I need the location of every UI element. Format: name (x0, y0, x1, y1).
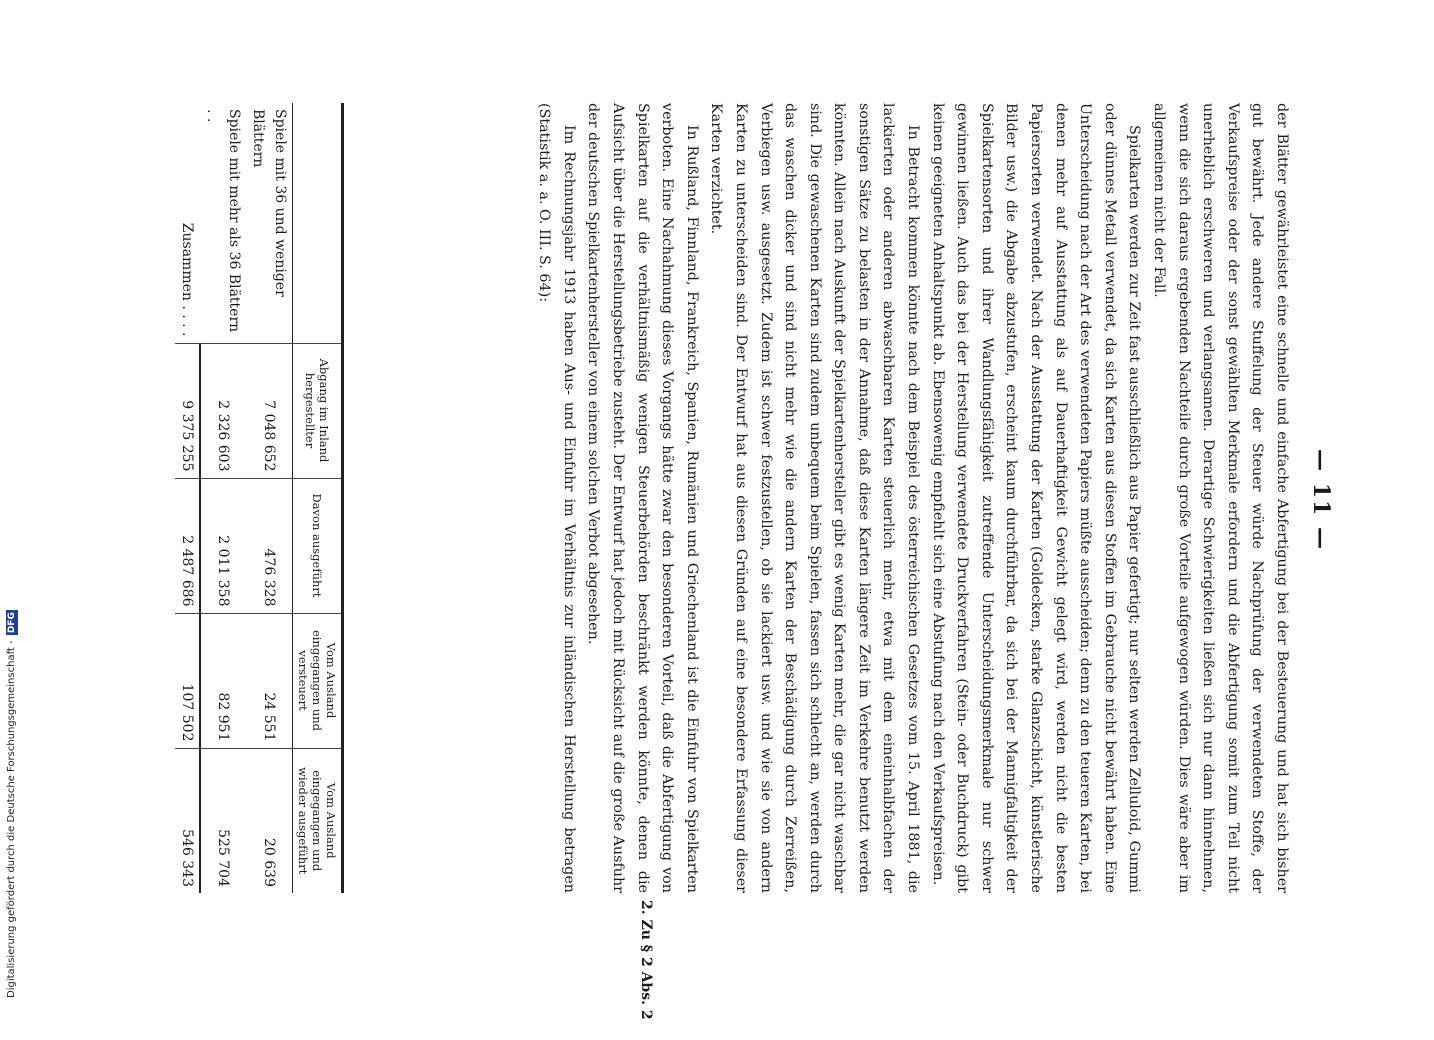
total-cell: 2 487 686 (175, 478, 200, 613)
row-label: Spiele mit mehr als 36 Blättern . . (204, 109, 242, 333)
table-cell: 525 704 (200, 748, 246, 893)
dfg-logo: DFG (7, 612, 17, 634)
table-header-abgang: Abgang im Inland hergestellter (293, 343, 343, 478)
table-header-eingegangen-ausgefuehrt: Vom Ausland eingegangen und wieder ausgeführt (293, 748, 343, 893)
margin-note: 2. Zu § 2 Abs. 2 (638, 900, 654, 1020)
table-header-ausgefuehrt: Davon ausgeführt (293, 478, 343, 613)
table-cell: 24 551 (246, 613, 293, 748)
table-cell: 20 639 (246, 748, 293, 893)
paragraph-1: der Blätter gewährleistet eine schnelle und einfache Abfertigung bei der Besteuerung und hat sich bisher gut bewährt. Jede andere Stuffelung der Steuer würde Nachprüfung der verwendeten Stoffe, der Verkaufspreise oder der sonst gewählten Merkmale erfordern und die Abfertigung somit zum Teil nicht unerheblich erschweren und verlangsamen. Derartige Schwierigkeiten ließen sich nur dann hinnehmen, wenn die sich daraus ergebenden Nachteile durch große Vorteile aufgewogen würden. Dies wäre aber im allgemeinen nicht der Fall. (1151, 103, 1290, 893)
paragraph-5: Im Rechnungsjahr 1913 haben Aus- und Einfuhr im Verhältnis zur inländischen Herstellung betragen (Statistik a. a. O. III. S. 64): (536, 103, 577, 893)
table-cell: 82 951 (200, 613, 246, 748)
table-header-eingegangen-versteuert: Vom Ausland eingegangen und versteuert (293, 613, 343, 748)
table-cell: 7 048 652 (246, 343, 293, 478)
body-text (532, 103, 1294, 893)
paragraph-3: In Betracht kommen könnte nach dem Beispiel des österreichischen Gesetzes vom 15. April 1881, die lackierten oder anderen abwaschbaren Karten steuerlich mehr, etwa mit dem eineinhalbfachen der sonstigen Sätze zu belasten in der Annahme, daß diese Karten längere Zeit im Verkehre benutzt werden könnten. Allein nach Auskunft der Spielkartenhersteller gibt es wenig Karten mehr, die gar nicht waschbar sind. Die gewaschenen Karten sind zudem unbequem beim Spielen, fassen sich schlecht an, werden durch das waschen dicker und sind nicht mehr wie die andern Karten der Beschädigung durch Zerreißen, Verbiegen usw. ausgesetzt. Zudem ist schwer festzustellen, ob sie lackiert usw. und wie sie von andern Karten zu unterscheiden sind. Der Entwurf hat aus diesen Gründen auf eine besondere Erfassung dieser Karten verzichtet. (708, 103, 922, 893)
digitization-text: Digitalisierung gefördert durch die Deutsche Forschungsgemeinschaft - (6, 640, 17, 998)
table-cell: 476 328 (246, 478, 293, 613)
total-cell: 9 375 255 (175, 343, 200, 478)
row-label: Spiele mit 36 und weniger Blättern (250, 109, 288, 297)
digitization-footer (6, 8, 18, 998)
statistics-table (175, 103, 344, 893)
total-cell: 107 502 (175, 613, 200, 748)
page-number: — 11 — (1308, 449, 1334, 551)
paragraph-2: Spielkarten werden zur Zeit fast ausschließlich aus Papier gefertigt; nur selten werden Zelluloid, Gummi oder dünnes Metall verwendet, da sich Karten aus diesen Stoffen im Gebrauche nicht bewährt haben. Eine Unterscheidung nach der Art des verwendeten Papiers müßte ausscheiden; denn zu den teueren Karten, bei denen mehr auf Ausstattung als auf Dauerhaftigkeit Gewicht gelegt wird, werden nicht die besten Papiersorten verwendet. Nach der Ausstattung der Karten (Goldecken, starke Glanzschicht, künstlerische Bilder usw.) die Abgabe abzustufen, erscheint kaum durchführbar, da sich bei der Mannigfaltigkeit der Spielkartensorten und ihrer Wandlungsfähigkeit zutreffende Unterscheidungsmerkmale nur schwer gewinnen ließen. Auch das bei der Herstellung verwendete Druckverfahren (Stein- oder Buchdruck) gibt keinen geeigneten Anhaltspunkt ab. Ebensowenig empfiehlt sich eine Abstufung nach den Verkaufspreisen. (929, 103, 1143, 893)
table-total-row (175, 103, 200, 893)
table-row (200, 103, 246, 893)
total-cell: 546 343 (175, 748, 200, 893)
table-header-empty (293, 103, 343, 343)
table-header-row (293, 103, 343, 893)
table-cell: 2 326 603 (200, 343, 246, 478)
total-label: Zusammen . . . . (179, 222, 196, 337)
paragraph-4: In Rußland, Finnland, Frankreich, Spanien, Rumänien und Griechenland ist die Einfuhr von Spielkarten verboten. Eine Nachahmung dieses Vorgangs hätte zwar den besonderen Vorteil, daß die Abfertigung von Spielkarten auf die verhältnismäßig wenigen Steuerbehörden beschränkt werden könnte, denen die Aufsicht über die Herstellungsbetriebe zusteht. Der Entwurf hat jedoch mit Rücksicht auf die große Ausfuhr der deutschen Spielkartenhersteller von einem solchen Verbot abgesehen. (585, 103, 700, 893)
table-row (246, 103, 293, 893)
table-cell: 2 011 358 (200, 478, 246, 613)
